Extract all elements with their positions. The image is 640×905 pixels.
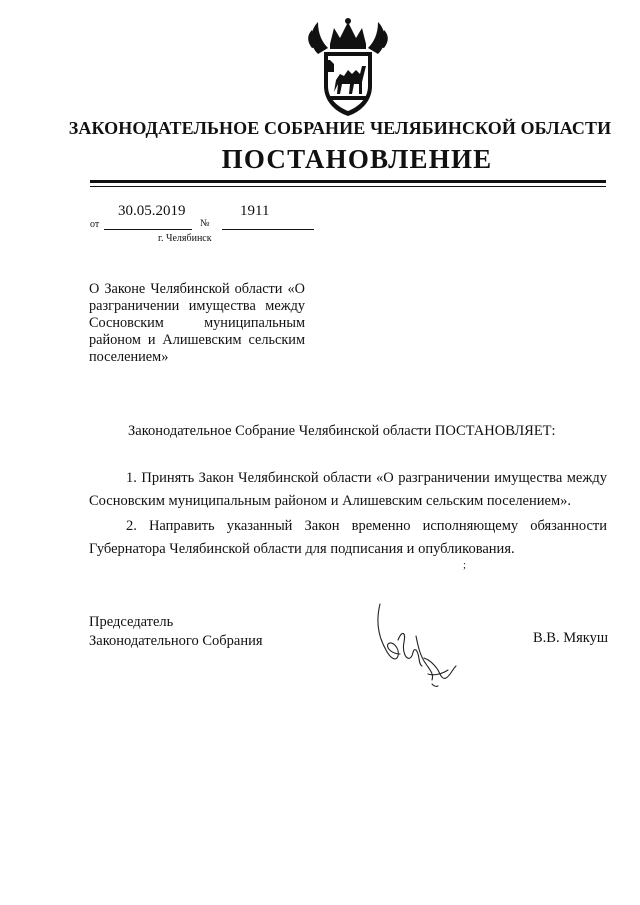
from-label: от: [90, 219, 100, 230]
city-label: г. Челябинск: [158, 233, 212, 244]
document-type-title: ПОСТАНОВЛЕНИЕ: [221, 144, 493, 174]
handwritten-signature-icon: [372, 600, 464, 690]
preamble: Законодательное Собрание Челябинской области ПОСТАНОВЛЯЕТ:: [128, 423, 556, 439]
resolution-item-1: 1. Принять Закон Челябинской области «О разграничении имущества между Сосновским муниципальным районом и Алишевским сельским поселением».: [89, 470, 607, 509]
stray-mark: ;: [463, 559, 467, 571]
header-rule-thick: [90, 180, 606, 183]
coat-of-arms-icon: [304, 14, 392, 118]
resolution-item-2: 2. Направить указанный Закон временно исполняющему обязанности Губернатора Челябинской области для подписания и опубликования.: [89, 518, 607, 557]
header-rule-thin: [90, 186, 606, 187]
date-underline: [104, 229, 192, 230]
number-underline: [222, 229, 314, 230]
document-date: 30.05.2019: [118, 203, 186, 219]
document-subject: О Законе Челябинской области «О разграничении имущества между Сосновским муниципальным районом и Алишевским сельским поселением»: [89, 281, 305, 365]
signer-title: Председатель Законодательного Собрания: [89, 614, 263, 649]
signer-name: В.В. Мякуш: [533, 630, 609, 646]
document-number: 1911: [240, 203, 270, 219]
organization-title: ЗАКОНОДАТЕЛЬНОЕ СОБРАНИЕ ЧЕЛЯБИНСКОЙ ОБЛАСТИ: [68, 118, 612, 138]
number-label: №: [200, 218, 210, 229]
